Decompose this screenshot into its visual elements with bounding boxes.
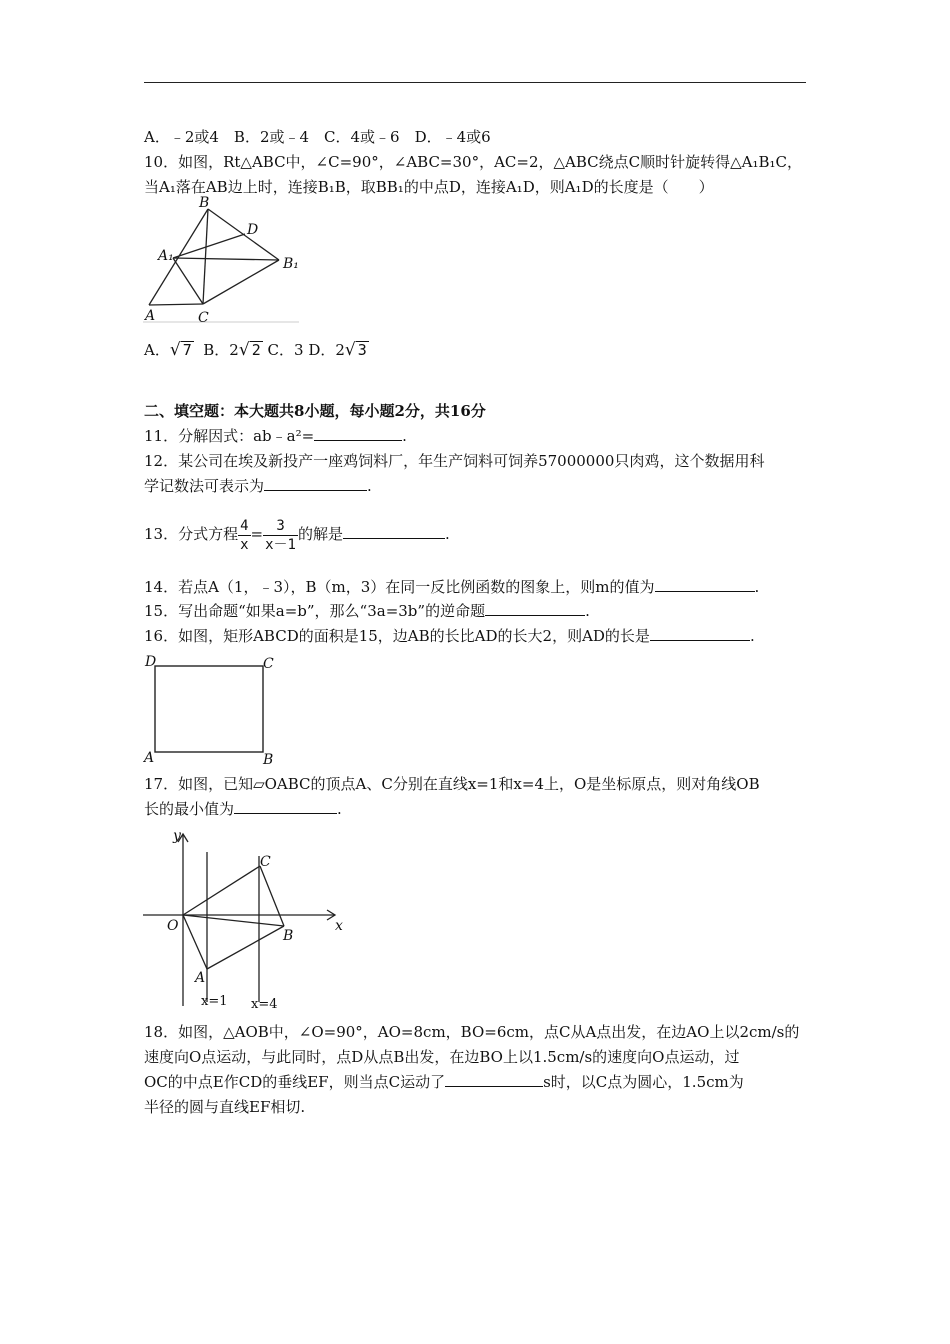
q13-den2: x－1 bbox=[265, 536, 296, 553]
q12-answer-blank[interactable] bbox=[264, 476, 367, 491]
fig17-label-x4: x=4 bbox=[251, 997, 278, 1012]
q12-line1: 12．某公司在埃及新投产一座鸡饲料厂，年生产饲料可饲养57000000只肉鸡，这个数据用科 bbox=[144, 452, 765, 470]
q11-text: 11．分解因式：ab﹣a²= bbox=[144, 427, 315, 445]
fig17-label-y: y bbox=[173, 828, 181, 844]
fig10-label-a1: A₁ bbox=[158, 248, 174, 264]
q18-text-b: s时，以C点为圆心，1.5cm为 bbox=[543, 1073, 744, 1091]
q14-end: . bbox=[754, 578, 760, 596]
fig17-label-x1: x=1 bbox=[201, 994, 228, 1009]
q14 bbox=[144, 577, 759, 597]
q17-answer-blank[interactable] bbox=[234, 799, 337, 814]
q15 bbox=[144, 601, 590, 621]
q18-line4: 半径的圆与直线EF相切. bbox=[144, 1098, 306, 1116]
fig17-label-x: x bbox=[335, 918, 343, 934]
q13-prefix: 13．分式方程 bbox=[144, 525, 239, 543]
q13-fraction-2 bbox=[263, 517, 298, 554]
q10-opt-c: C．3 bbox=[267, 341, 304, 359]
q13 bbox=[144, 512, 450, 556]
q18-line2: 速度向O点运动，与此同时，点D从点B出发，在边BO上以1.5cm/s的速度向O点运动，过 bbox=[144, 1048, 740, 1066]
q11-end: . bbox=[402, 427, 407, 445]
q13-num2: 3 bbox=[263, 517, 298, 536]
q11-answer-blank[interactable] bbox=[314, 426, 402, 441]
q18-line3 bbox=[144, 1072, 744, 1092]
q9-options: A．﹣2或4 B．2或﹣4 C．4或﹣6 D．﹣4或6 bbox=[144, 128, 491, 146]
fig17-label-b: B bbox=[283, 928, 294, 944]
fig16-label-a: A bbox=[144, 750, 155, 766]
q10-opt-a-prefix: A． bbox=[144, 341, 170, 359]
fig10-label-a: A bbox=[145, 308, 156, 324]
fig10-label-d: D bbox=[247, 222, 259, 238]
q13-answer-blank[interactable] bbox=[343, 524, 445, 539]
q16-answer-blank[interactable] bbox=[650, 626, 750, 641]
fig17-label-c: C bbox=[260, 854, 271, 870]
q16 bbox=[144, 626, 755, 646]
fig17-label-o: O bbox=[167, 918, 179, 934]
q12-text: 学记数法可表示为 bbox=[144, 477, 265, 495]
q10-opt-a-rad: 7 bbox=[182, 341, 192, 359]
q12-line2 bbox=[144, 476, 372, 496]
fig10-label-b: B bbox=[199, 195, 210, 211]
q17-line2 bbox=[144, 799, 342, 819]
q17-figure bbox=[143, 826, 348, 1011]
q10-opt-d-rad: 3 bbox=[357, 341, 367, 359]
q10-line2: 当A₁落在AB边上时，连接B₁B，取BB₁的中点D，连接A₁D，则A₁D的长度是（ ） bbox=[144, 178, 714, 196]
q10-line1: 10．如图，Rt△ABC中，∠C=90°，∠ABC=30°，AC=2，△ABC绕点C顺时针旋转得△A₁B₁C， bbox=[144, 153, 803, 171]
q15-end: . bbox=[585, 602, 590, 620]
q10-figure bbox=[143, 196, 303, 326]
fig16-label-c: C bbox=[263, 656, 274, 672]
q10-opt-b-prefix: B．2 bbox=[203, 341, 239, 359]
fig10-label-c: C bbox=[198, 310, 209, 326]
q16-end: . bbox=[749, 627, 755, 645]
q13-den1: x bbox=[240, 536, 249, 553]
q10-opt-b-rad: 2 bbox=[251, 341, 261, 359]
q15-text: 15．写出命题“如果a=b”，那么“3a=3b”的逆命题 bbox=[144, 602, 486, 620]
q18-answer-blank[interactable] bbox=[445, 1072, 543, 1087]
q13-suffix: 的解是 bbox=[297, 525, 343, 543]
q13-num1: 4 bbox=[240, 517, 249, 534]
q17-line1: 17．如图，已知▱OABC的顶点A、C分别在直线x=1和x=4上，O是坐标原点，则对角线OB bbox=[144, 775, 760, 793]
q12-end: . bbox=[367, 477, 372, 495]
q13-eq: = bbox=[250, 525, 264, 543]
fig10-label-b1: B₁ bbox=[283, 256, 299, 272]
section2-title: 二、填空题：本大题共8小题，每小题2分，共16分 bbox=[144, 402, 486, 420]
q14-text: 14．若点A（1，﹣3），B（m，3）在同一反比例函数的图象上，则m的值为 bbox=[144, 578, 655, 596]
q10-options: A．√ 7 B．2√ 2 C．3 D．2√ 3 bbox=[144, 340, 367, 360]
q14-answer-blank[interactable] bbox=[655, 577, 755, 592]
header-rule bbox=[144, 82, 806, 83]
fig16-label-b: B bbox=[263, 752, 274, 768]
fig17-label-a: A bbox=[195, 970, 206, 986]
q16-figure bbox=[143, 652, 283, 767]
q15-answer-blank[interactable] bbox=[485, 601, 585, 616]
q10-opt-d-prefix: D．2 bbox=[308, 341, 345, 359]
q16-text: 16．如图，矩形ABCD的面积是15，边AB的长比AD的长大2，则AD的长是 bbox=[144, 627, 650, 645]
q18-text-a: OC的中点E作CD的垂线EF，则当点C运动了 bbox=[144, 1073, 446, 1091]
q17-end: . bbox=[337, 800, 342, 818]
q17-text: 长的最小值为 bbox=[144, 800, 235, 818]
q11 bbox=[144, 426, 407, 446]
q13-fraction-1 bbox=[238, 517, 250, 554]
q13-end: . bbox=[444, 525, 450, 543]
fig16-label-d: D bbox=[145, 654, 157, 670]
q18-line1: 18．如图，△AOB中，∠O=90°，AO=8cm，BO=6cm，点C从A点出发，在边AO上以2cm/s的 bbox=[144, 1023, 800, 1041]
